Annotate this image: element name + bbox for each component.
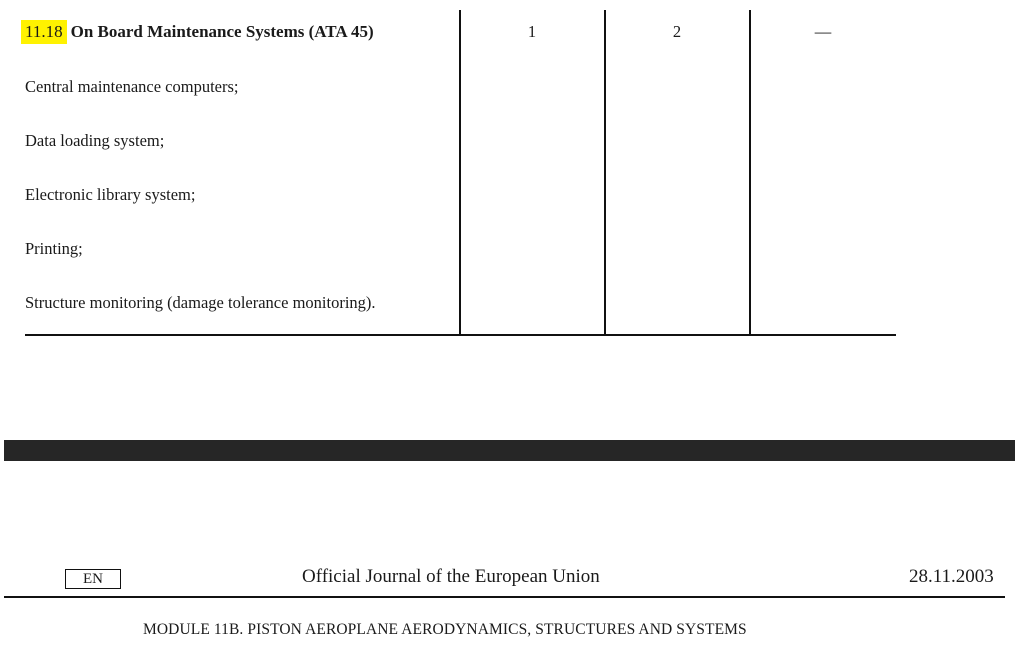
list-item: Data loading system; xyxy=(25,131,165,150)
header-rule xyxy=(4,596,1005,598)
table-bottom-rule xyxy=(25,334,896,336)
level-cell-b1: 2 xyxy=(672,22,682,41)
module-title: MODULE 11B. PISTON AEROPLANE AERODYNAMICS, STRUCTURES AND SYSTEMS xyxy=(143,621,747,638)
language-badge: EN xyxy=(65,569,121,589)
table-column-divider xyxy=(749,10,751,336)
page-separator-band xyxy=(4,440,1015,461)
section-heading xyxy=(21,19,374,45)
level-cell-b2: — xyxy=(814,22,832,41)
journal-date: 28.11.2003 xyxy=(909,566,994,587)
list-item: Printing; xyxy=(25,239,83,258)
journal-title: Official Journal of the European Union xyxy=(302,566,600,587)
table-column-divider xyxy=(604,10,606,336)
section-number-highlighted: 11.18 xyxy=(21,20,67,44)
level-cell-a1: 1 xyxy=(527,22,537,41)
list-item: Electronic library system; xyxy=(25,185,196,204)
list-item: Central maintenance computers; xyxy=(25,77,239,96)
list-item: Structure monitoring (damage tolerance monitoring). xyxy=(25,293,376,312)
section-title: On Board Maintenance Systems (ATA 45) xyxy=(70,22,374,41)
table-column-divider xyxy=(459,10,461,336)
